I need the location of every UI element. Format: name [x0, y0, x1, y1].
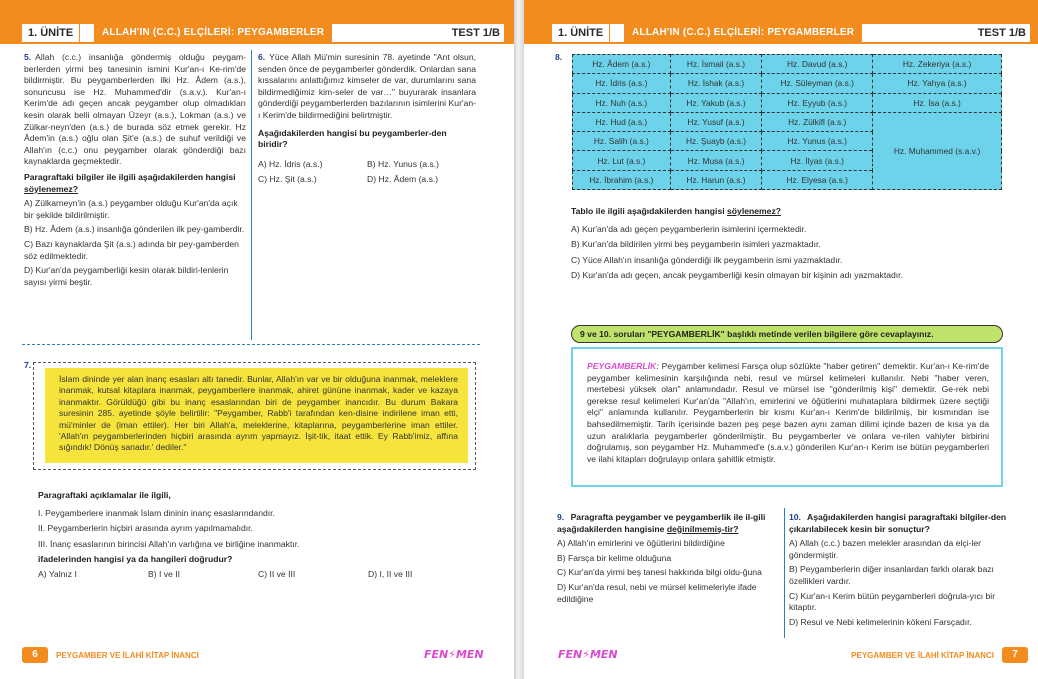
table-cell: Hz. Musa (a.s.) — [670, 151, 762, 170]
answer-option[interactable]: C) Yüce Allah'ın insanlığa gönderdiği ilk peygamberin ismi yazmaktadır. — [571, 254, 843, 265]
table-cell: Hz. Şuayb (a.s.) — [670, 132, 762, 151]
table-cell: Hz. Yakub (a.s.) — [670, 93, 762, 112]
question-prompt — [789, 512, 1011, 535]
unit-title: ALLAH'IN (C.C.) ELÇİLERİ: PEYGAMBERLER — [624, 24, 862, 42]
question-prompt — [557, 512, 779, 535]
answer-option[interactable]: D) Kur'an'da peygamberliği kesin olarak bildiri-lenlerin sayısı yirmi beştir. — [24, 265, 229, 287]
page-number: 7 — [1002, 647, 1028, 663]
answer-option[interactable]: B) Kur'an'da bildirilen yirmi beş peygamberin isimleri yazmaktadır. — [571, 239, 821, 250]
table-cell: Hz. Hud (a.s.) — [573, 112, 671, 131]
table-cell: Hz. Süleyman (a.s.) — [762, 74, 873, 93]
answer-option[interactable]: D) Hz. Âdem (a.s.) — [367, 174, 439, 185]
question-prompt — [571, 206, 1011, 218]
question-prompt-text: Paragrafta peygamber ve peygamberlik ile il-gili aşağıdakilerden hangisine — [557, 512, 766, 534]
answer-option[interactable]: D) Resul ve Nebi kelimelerinin kökeni Farsçadır. — [789, 616, 972, 627]
answer-option[interactable]: A) Kur'an'da adı geçen peygamberlerin isimlerini içermektedir. — [571, 223, 807, 234]
question-prompt: ifadelerinden hangisi ya da hangileri doğrudur? — [38, 554, 233, 565]
answer-option[interactable]: C) II ve III — [258, 568, 296, 579]
info-section-title: 9 ve 10. soruları "PEYGAMBERLİK" başlıklı metinde verilen bilgilere göre cevaplayınız. — [571, 325, 1003, 343]
question-prompt-emphasis: değinilmemiş-tir? — [666, 523, 739, 534]
brand-logo: FEN⚡MEN — [558, 648, 618, 661]
question-number: 7. — [24, 360, 32, 370]
question-prompt-text: Paragraftaki bilgiler ile ilgili aşağıdakilerden hangisi — [24, 171, 236, 182]
table-cell: Hz. Zülkifl (a.s.) — [762, 112, 873, 131]
left-header — [0, 0, 514, 44]
answer-option[interactable]: B) Hz. Âdem (a.s.) insanlığa gönderilen ilk pey-gamberdir. — [24, 224, 245, 235]
answer-option[interactable]: C) Bazı kaynaklarda Şit (a.s.) adında bir pey-gamberden söz edilmektedir. — [24, 238, 239, 261]
prophets-table — [572, 54, 1002, 190]
question-number: 8. — [555, 52, 563, 62]
column-divider — [251, 50, 252, 340]
question-9 — [557, 512, 779, 605]
question-prompt: Paragraftaki açıklamalar ile ilgili, — [38, 490, 171, 500]
statement-item: III. İnanç esaslarının birincisi Allah'ın varlığına ve birliğine inanmaktır. — [38, 538, 300, 549]
question-paragraph: Yüce Allah Mü'min suresinin 78. ayetinde "Ant olsun, senden önce de peygamberler gönderdik. Onlardan sana kıssalarını anlattığımız kimseler de var, durumlarını sana bildirmediğimiz kim-seler de var…" buyurarak insanlara gönderdiği peygamberlerden bazılarının isimlerini Kur'an-ı Kerim'de bildirmediğini belirtmiştir. — [258, 52, 476, 120]
answer-option[interactable]: C) Hz. Şit (a.s.) — [258, 174, 317, 185]
answer-option[interactable]: A) Allah'ın emirlerini ve öğütlerini bildirdiğine — [557, 538, 725, 549]
answer-option[interactable]: D) Kur'an'da adı geçen, ancak peygamberliği kesin olmayan bir kişinin adı yazmaktadır. — [571, 270, 903, 281]
section-divider — [22, 344, 480, 345]
table-cell: Hz. İlyas (a.s.) — [762, 151, 873, 170]
question-prompt — [24, 172, 246, 195]
table-cell: Hz. Yunus (a.s.) — [762, 132, 873, 151]
question-5 — [24, 52, 246, 288]
left-footer — [22, 647, 199, 663]
answer-option[interactable]: A) Allah (c.c.) bazen melekler arasından da elçi-ler göndermiştir. — [789, 538, 982, 560]
right-header — [524, 0, 1038, 44]
table-cell: Hz. Yahya (a.s.) — [873, 74, 1002, 93]
question-7-paragraph: İslam dininde yer alan inanç esasları altı tanedir. Bunlar, Allah'ın var ve bir olduğuna inanmak, meleklere inanmak, kutsal kitaplara inanmak, peygamberlere inanmak, ahiret gününe inanmak, kader ve kazaya inanmaktır. Görüldüğü gibi bu inanç esaslarından biri de peygamber inancıdır. Bu durum Bakara suresinin 285. ayetinde şöyle belirtilir: "Peygamber, Rabb'i tarafından ken-disine indirilene iman etti, mü'minler de (iman ettiler). Her biri Allah'a, meleklerine, kitaplarına, peygamberlerine iman ettiler. 'Allah'ın peygamberlerinden hiçbiri arasında ayrım yapmayız. İşit-tik, itaat ettik. Ey Rabb'imiz, affına sığındık! Dönüş sanadır.' dediler." — [45, 368, 468, 463]
table-cell: Hz. İdris (a.s.) — [573, 74, 671, 93]
table-cell: Hz. Davud (a.s.) — [762, 55, 873, 74]
brand-logo: FEN⚡MEN — [424, 648, 484, 661]
question-prompt-text: Aşağıdakilerden hangisi paragraftaki bilgiler-den çıkarılabilecek kesin bir sonuçtur? — [789, 512, 1007, 534]
footer-text: PEYGAMBER VE İLAHİ KİTAP İNANCI — [851, 650, 994, 660]
question-6 — [258, 52, 476, 186]
question-prompt: Aşağıdakilerden hangisi bu peygamberler-den biridir? — [258, 127, 447, 150]
table-cell: Hz. Zekeriya (a.s.) — [873, 55, 1002, 74]
question-number: 10. — [789, 512, 801, 522]
unit-title: ALLAH'IN (C.C.) ELÇİLERİ: PEYGAMBERLER — [94, 24, 332, 42]
table-cell: Hz. İshak (a.s.) — [670, 74, 762, 93]
table-cell: Hz. Nuh (a.s.) — [573, 93, 671, 112]
answer-option[interactable]: B) Farsça bir kelime olduğuna — [557, 552, 672, 563]
unit-badge: 1. ÜNİTE — [22, 24, 80, 42]
info-heading: PEYGAMBERLİK: — [587, 361, 660, 371]
answer-option[interactable]: B) I ve II — [148, 568, 180, 579]
column-divider — [784, 508, 785, 638]
question-number: 9. — [557, 512, 565, 522]
table-cell: Hz. Yusuf (a.s.) — [670, 112, 762, 131]
answer-option[interactable]: D) Kur'an'da resul, nebi ve mürsel kelimeleriyle ifade edildiğine — [557, 581, 757, 604]
answer-option[interactable]: B) Hz. Yunus (a.s.) — [367, 158, 439, 169]
test-badge: TEST 1/B — [977, 27, 1026, 39]
answer-option[interactable]: A) Yalnız I — [38, 568, 77, 579]
answer-option[interactable]: C) Kur'an'da yirmi beş tanesi hakkında bilgi oldu-ğuna — [557, 567, 762, 578]
table-cell: Hz. Lut (a.s.) — [573, 151, 671, 170]
table-cell: Hz. Âdem (a.s.) — [573, 55, 671, 74]
question-prompt-text: Tablo ile ilgili aşağıdakilerden hangisi — [571, 206, 725, 216]
footer-text: PEYGAMBER VE İLAHİ KİTAP İNANCI — [56, 650, 199, 660]
question-10 — [789, 512, 1011, 628]
table-cell: Hz. Salih (a.s.) — [573, 132, 671, 151]
table-cell: Hz. İsa (a.s.) — [873, 93, 1002, 112]
test-badge: TEST 1/B — [451, 27, 500, 39]
question-number: 5. — [24, 52, 32, 62]
book-spine — [514, 0, 524, 679]
question-number: 6. — [258, 52, 266, 62]
question-8 — [571, 206, 1011, 282]
question-prompt-emphasis: söylenemez? — [24, 183, 78, 194]
answer-option[interactable]: A) Zülkarneyn'in (a.s.) peygamber olduğu Kur'an'da açık bir şekilde bildirilmiştir. — [24, 198, 238, 220]
table-cell: Hz. Eyyub (a.s.) — [762, 93, 873, 112]
unit-badge: 1. ÜNİTE — [552, 24, 610, 42]
table-cell: Hz. İbrahim (a.s.) — [573, 170, 671, 189]
answer-option[interactable]: A) Hz. İdris (a.s.) — [258, 158, 323, 169]
right-footer — [851, 647, 1028, 663]
table-cell-merged: Hz. Muhammed (s.a.v.) — [873, 112, 1002, 189]
table-cell: Hz. Harun (a.s.) — [670, 170, 762, 189]
statement-item: II. Peygamberlerin hiçbiri arasında ayrım yapılmamalıdır. — [38, 523, 253, 534]
left-page — [0, 0, 514, 679]
table-cell: Hz. İsmail (a.s.) — [670, 55, 762, 74]
info-box — [571, 347, 1003, 487]
question-paragraph: Allah (c.c.) insanlığa göndermiş olduğu peygam-berlerden yirmi beş tanesinin ismini Kur'an-ı Ke-rim'de bildirmiştir. Bu peygamberlerden ilki Hz. Âdem (a.s.), sonuncusu ise Hz. Muhammed'dir (s.a.v.). Kur'an-ı Kerim'de adı geçen ancak peygamber olup olmadıkları kesin olarak belli olmayan Üzeyr (a.s.), Lokman (a.s.) ve Zülkar-neyn'den (a.s.) de burada söz etmek gerekir. Hz Âdem'in (a.s.) oğlu olan Şit'e (a.s.) de suhuf verildiği ve Allah'ın (c.c.) onu peygamber olarak gönderdiği bazı kaynaklarda geçmektedir. — [24, 52, 246, 167]
info-body: Peygamber kelimesi Farsça olup sözlükte "haber getiren" demektir. Kur'an-ı Ke-rim'de peygamber kelimesinin karşılığında nebi, resul ve mürsel kelimeleri kullanılır. Nebi "haber veren, mertebesi yüksek olan" anlamındadır. Resul ve mürsel ise "gönderilmiş kişi" demektir. Ge-rek nebi gerekse resul kelimeleri Kur'an'da "Allah'ın, emirlerini ve öğütlerini muhataplara bildirmek üzere seçtiği elçi" anlamında kullanılır. Peygamberlerin bir kısmı Kur'an-ı Kerim'de bildirilmiş, bir kısmından ise bahsedilmemiştir. Tarih içerisinde bazen peş peşe bazen aynı zaman dilimi içinde bazen de kısa ya da uzun aralıklarla peygamberler gönderilmiştir. Bu peygamberler ve onlara ve-rilen vahiyler birbirini doğrulamış, son peygamber Hz. Muhammed'e (s.a.v.) gönderilen Kur'an-ı Kerim ise bütün peygamberleri ve ilahi kitapları doğrulayıp onlara şahitlik etmiştir. — [587, 361, 990, 464]
statement-item: I. Peygamberlere inanmak İslam dininin inanç esaslarındandır. — [38, 507, 275, 518]
answer-option[interactable]: D) I, II ve III — [368, 568, 413, 579]
answer-option[interactable]: C) Kur'an-ı Kerim bütün peygamberleri doğrula-yıcı bir kitaptır. — [789, 590, 996, 613]
answer-option[interactable]: B) Peygamberlerin diğer insanlardan farklı olarak bazı özellikleri vardır. — [789, 564, 994, 586]
page-number: 6 — [22, 647, 48, 663]
question-prompt-emphasis: söylenemez? — [727, 206, 781, 216]
question-7 — [38, 490, 478, 581]
table-cell: Hz. Elyesa (a.s.) — [762, 170, 873, 189]
